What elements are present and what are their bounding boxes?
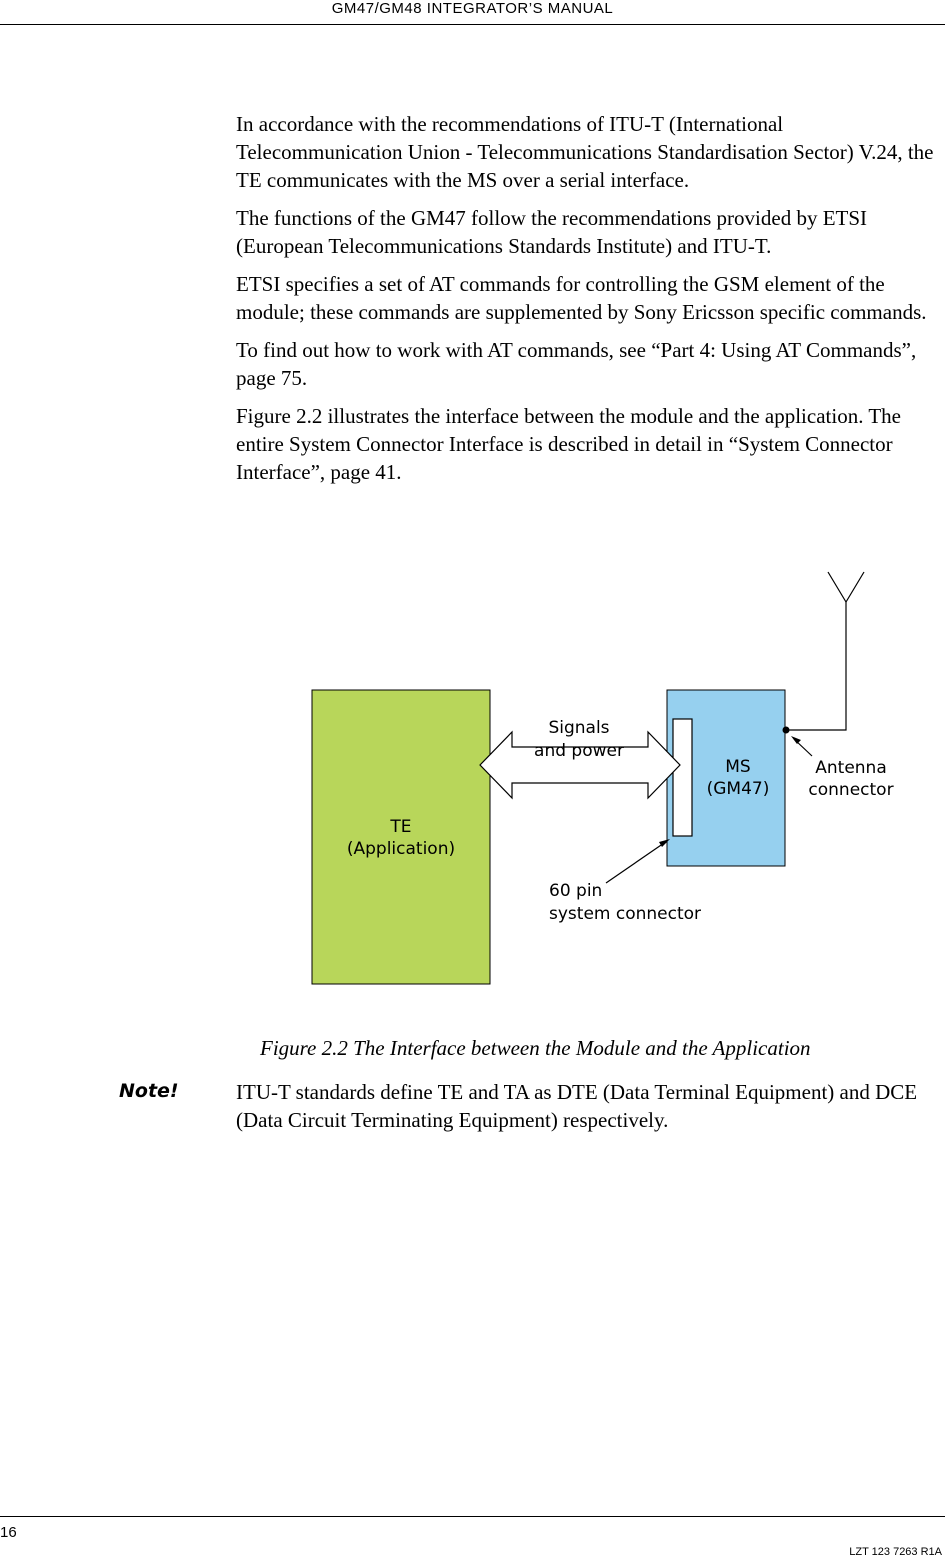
connector-leader-line bbox=[606, 841, 667, 883]
antenna-connector-dot bbox=[783, 727, 790, 734]
antenna-cable bbox=[786, 602, 846, 730]
paragraph-at-commands: ETSI specifies a set of AT commands for controlling the GSM element of the module; these commands are supplemented by Sony Ericsson specific commands. bbox=[236, 272, 927, 324]
antenna-icon bbox=[828, 572, 864, 602]
system-connector bbox=[673, 719, 692, 836]
paragraph-itu: In accordance with the recommendations of ITU-T (International Telecommunication Union - Telecommunications Standardisation Sector) V.24, the TE communicates with the MS over a serial interface. bbox=[236, 112, 934, 192]
antenna-label: Antenna bbox=[815, 758, 887, 778]
antenna-sublabel: connector bbox=[808, 780, 894, 800]
page-number: 16 bbox=[0, 1524, 17, 1541]
note-label: Note! bbox=[119, 1080, 179, 1102]
signals-label: Signals bbox=[548, 718, 610, 738]
antenna-leader-arrowhead bbox=[791, 736, 801, 744]
te-box bbox=[312, 690, 490, 984]
running-header: GM47/GM48 INTEGRATOR’S MANUAL bbox=[331, 0, 614, 17]
te-sublabel: (Application) bbox=[346, 839, 456, 859]
ms-label: MS bbox=[725, 757, 751, 777]
figure-caption: Figure 2.2 The Interface between the Module and the Application bbox=[260, 1036, 811, 1060]
note-text: ITU-T standards define TE and TA as DTE (Data Terminal Equipment) and DCE (Data Circuit Terminating Equipment) respectively. bbox=[236, 1080, 918, 1132]
header-rule bbox=[0, 24, 945, 25]
interface-diagram bbox=[0, 560, 945, 1000]
paragraph-etsi-functions: The functions of the GM47 follow the recommendations provided by ETSI (European Telecommunications Standards Institute) and ITU-T. bbox=[236, 206, 868, 258]
signals-sublabel: and power bbox=[534, 741, 624, 761]
te-label: TE bbox=[390, 817, 412, 837]
connector-label: 60 pin bbox=[549, 881, 603, 901]
paragraph-see-part4: To find out how to work with AT commands, see “Part 4: Using AT Commands”, page 75. bbox=[236, 338, 917, 390]
document-code: LZT 123 7263 R1A bbox=[849, 1546, 942, 1558]
connector-sublabel: system connector bbox=[549, 904, 702, 924]
body-text bbox=[236, 110, 945, 496]
footer-rule bbox=[0, 1516, 945, 1517]
ms-sublabel: (GM47) bbox=[706, 779, 770, 799]
paragraph-figure-intro: Figure 2.2 illustrates the interface between the module and the application. The entire System Connector Interface is described in detail in “System Connector Interface”, page 41. bbox=[236, 404, 901, 484]
